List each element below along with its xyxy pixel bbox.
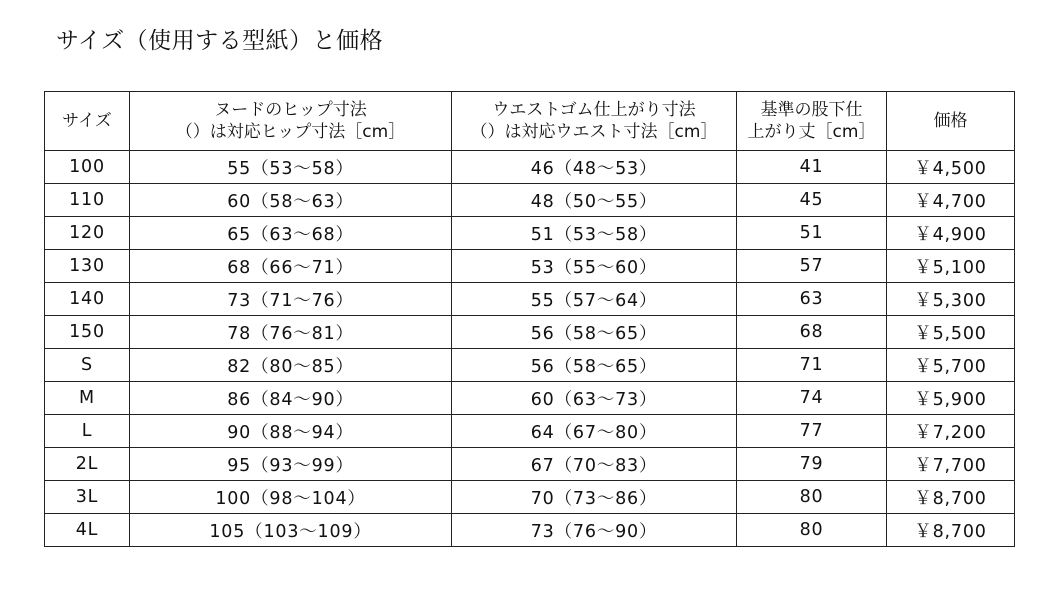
cell-size: 130 [45, 250, 130, 283]
header-waist [452, 92, 737, 151]
table-body [45, 151, 1015, 547]
header-inseam-line1: 基準の股下仕 [760, 100, 863, 120]
cell-waist: 73（76～90） [452, 514, 737, 547]
cell-inseam: 77 [737, 415, 887, 448]
header-size [45, 92, 130, 151]
cell-hip: 105（103～109） [130, 514, 452, 547]
page-title: サイズ（使用する型紙）と価格 [56, 28, 384, 54]
cell-size: 150 [45, 316, 130, 349]
table-row [45, 250, 1015, 283]
cell-inseam: 51 [737, 217, 887, 250]
cell-price: ￥5,300 [887, 283, 1015, 316]
cell-price: ￥4,900 [887, 217, 1015, 250]
cell-waist: 70（73～86） [452, 481, 737, 514]
cell-size: 110 [45, 184, 130, 217]
header-waist-line2: （）は対応ウエスト寸法［cm］ [470, 122, 718, 142]
cell-waist: 55（57～64） [452, 283, 737, 316]
cell-waist: 46（48～53） [452, 151, 737, 184]
cell-price: ￥5,700 [887, 349, 1015, 382]
cell-waist: 56（58～65） [452, 316, 737, 349]
cell-size: 140 [45, 283, 130, 316]
cell-inseam: 57 [737, 250, 887, 283]
cell-hip: 82（80～85） [130, 349, 452, 382]
cell-waist: 56（58～65） [452, 349, 737, 382]
cell-price: ￥4,700 [887, 184, 1015, 217]
cell-price: ￥8,700 [887, 481, 1015, 514]
cell-waist: 67（70～83） [452, 448, 737, 481]
header-hip [130, 92, 452, 151]
cell-size: 100 [45, 151, 130, 184]
cell-hip: 86（84～90） [130, 382, 452, 415]
cell-hip: 90（88～94） [130, 415, 452, 448]
cell-size: 120 [45, 217, 130, 250]
cell-price: ￥7,700 [887, 448, 1015, 481]
cell-size: 3L [45, 481, 130, 514]
cell-hip: 55（53～58） [130, 151, 452, 184]
cell-size: M [45, 382, 130, 415]
cell-waist: 64（67～80） [452, 415, 737, 448]
header-inseam-line2: 上がり丈［cm］ [747, 122, 876, 142]
cell-hip: 78（76～81） [130, 316, 452, 349]
cell-price: ￥8,700 [887, 514, 1015, 547]
cell-inseam: 45 [737, 184, 887, 217]
table-row [45, 217, 1015, 250]
cell-inseam: 80 [737, 514, 887, 547]
header-inseam [737, 92, 887, 151]
cell-hip: 68（66～71） [130, 250, 452, 283]
cell-hip: 65（63～68） [130, 217, 452, 250]
table-row [45, 316, 1015, 349]
cell-waist: 48（50～55） [452, 184, 737, 217]
table-header-row [45, 92, 1015, 151]
table-row [45, 184, 1015, 217]
cell-price: ￥7,200 [887, 415, 1015, 448]
table-row [45, 514, 1015, 547]
cell-hip: 73（71～76） [130, 283, 452, 316]
cell-inseam: 41 [737, 151, 887, 184]
cell-hip: 95（93～99） [130, 448, 452, 481]
table-row [45, 151, 1015, 184]
header-size-label: サイズ [62, 111, 112, 131]
header-price [887, 92, 1015, 151]
cell-hip: 100（98～104） [130, 481, 452, 514]
cell-waist: 53（55～60） [452, 250, 737, 283]
table-row [45, 283, 1015, 316]
cell-hip: 60（58～63） [130, 184, 452, 217]
header-waist-line1: ウエストゴム仕上がり寸法 [492, 100, 696, 120]
table-row [45, 448, 1015, 481]
cell-inseam: 79 [737, 448, 887, 481]
table-row [45, 382, 1015, 415]
cell-waist: 51（53～58） [452, 217, 737, 250]
header-hip-line1: ヌードのヒップ寸法 [214, 100, 367, 120]
size-price-table [44, 91, 1015, 547]
header-price-label: 価格 [933, 111, 968, 131]
cell-inseam: 63 [737, 283, 887, 316]
cell-inseam: 74 [737, 382, 887, 415]
cell-inseam: 80 [737, 481, 887, 514]
cell-size: 4L [45, 514, 130, 547]
cell-inseam: 71 [737, 349, 887, 382]
cell-size: L [45, 415, 130, 448]
cell-size: S [45, 349, 130, 382]
cell-price: ￥5,500 [887, 316, 1015, 349]
cell-size: 2L [45, 448, 130, 481]
header-hip-line2: （）は対応ヒップ寸法［cm］ [175, 122, 406, 142]
table-row [45, 415, 1015, 448]
cell-price: ￥5,100 [887, 250, 1015, 283]
cell-waist: 60（63～73） [452, 382, 737, 415]
cell-inseam: 68 [737, 316, 887, 349]
cell-price: ￥4,500 [887, 151, 1015, 184]
table-row [45, 349, 1015, 382]
cell-price: ￥5,900 [887, 382, 1015, 415]
table-row [45, 481, 1015, 514]
